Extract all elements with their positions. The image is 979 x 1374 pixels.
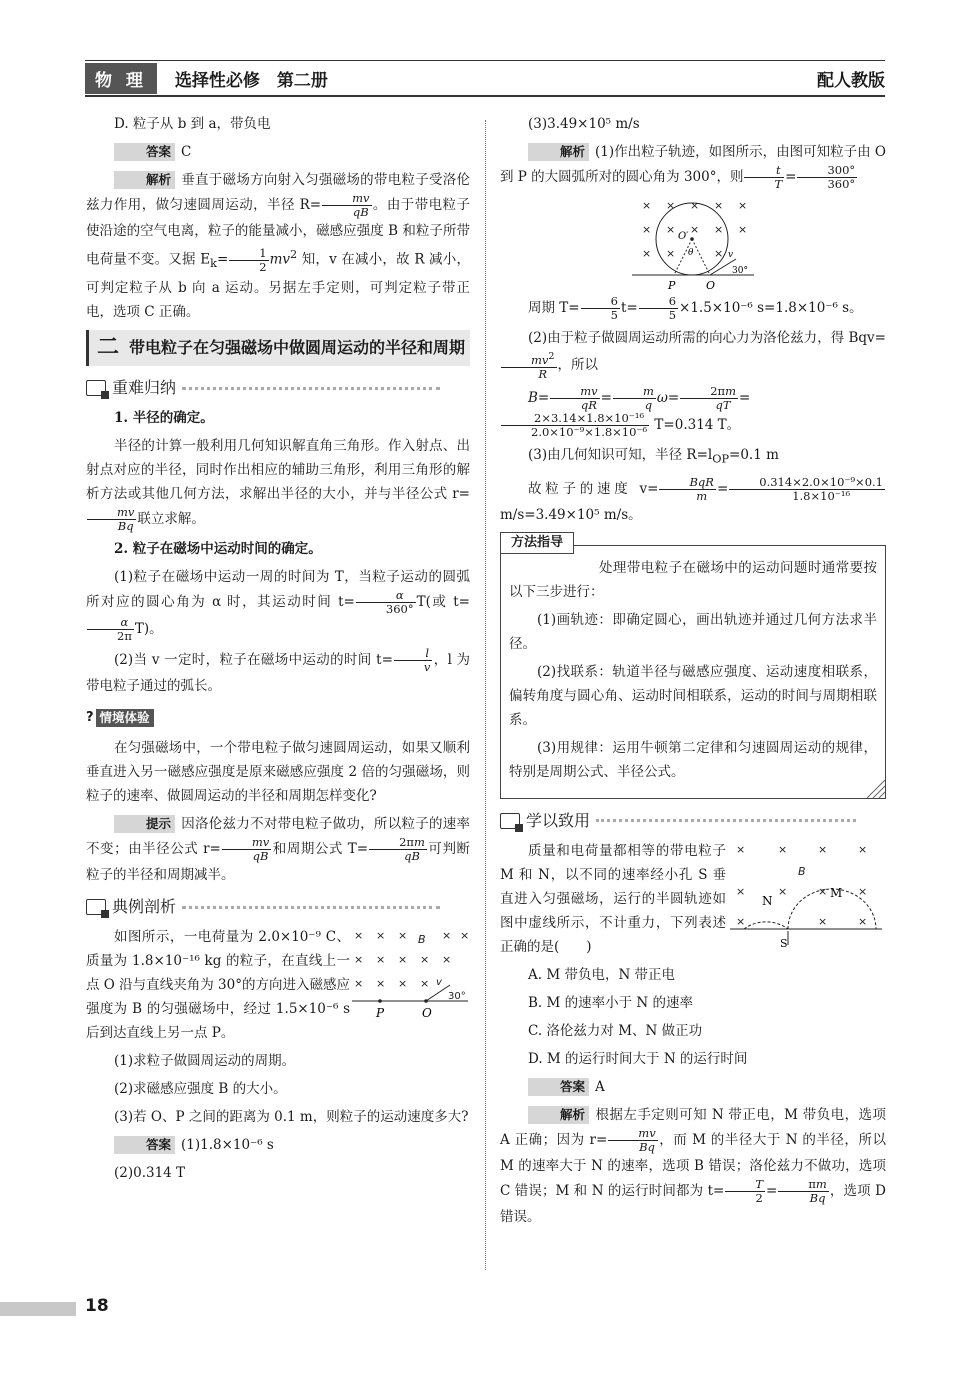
section-title: 带电粒子在匀强磁场中做圆周运动的半径和周期	[129, 338, 466, 358]
example-text: 如图所示，一电荷量为 2.0×10⁻⁹ C、质量为 1.8×10⁻¹⁶ kg 的粒子，在直线上一点 O 沿与直线夹角为 30°的方向进入磁感应强度为 B 的匀强磁场中，经过 1.5×10⁻⁶ s 后到达直线上另一点 P。	[86, 929, 350, 1042]
svg-text:×: ×	[354, 929, 364, 943]
svg-text:×: ×	[666, 223, 676, 236]
question-bulb-icon: ?	[86, 710, 94, 726]
edition-label: 配人教版	[817, 70, 885, 91]
answer-value: C	[181, 144, 192, 160]
subheading-scenario: ? 情境体验	[86, 706, 470, 730]
svg-text:×: ×	[778, 884, 788, 898]
example-answer-2: (2)0.314 T	[114, 1165, 186, 1182]
method-guide-label: 方法指导	[500, 532, 574, 554]
method-guide-box	[500, 534, 886, 799]
solution-2: (2)由于粒子做圆周运动所需的向心力为洛伦兹力，得 Bqv= $\frac{mv^2}{R}$ ，所以	[500, 326, 886, 381]
svg-text:×: ×	[460, 929, 470, 943]
example-figure	[350, 925, 470, 1021]
point-2-body: (1)粒子在磁场中运动一周的时间为 T，当粒子运动的圆弧所对应的圆心角为 α 时，其运动时间 t= $\frac{\alpha}{360^\circ}$ T(或 t= $\frac{\alpha}{2\pi}$ T)。	[86, 569, 470, 644]
subheading-icon	[86, 380, 106, 396]
svg-text:B: B	[798, 864, 806, 878]
option-d: D. 粒子从 b 到 a，带负电	[114, 116, 271, 132]
point-2-sub2: (2)当 v 一定时，粒子在磁场中运动的时间 t= $\frac{l}{v}$ ，l 为带电粒子通过的弧长。	[86, 646, 471, 695]
method-intro: 处理带电粒子在磁场中的运动问题时通常要按以下三步进行：	[509, 559, 877, 600]
svg-text:×: ×	[738, 223, 748, 236]
svg-text:×: ×	[666, 247, 676, 260]
analysis-paragraph: 解析 垂直于磁场方向射入匀强磁场的带电粒子受洛伦兹力作用，做匀速圆周运动，半径 R= $\frac{mv}{qB}$ 。由于带电粒子使沿途的空气电离，粒子的能量减小，磁感应强度 B 和粒子所带电荷量不变。又据 $E_k=$ $\frac{1}{2}$ $mv^2$ 知，v 在减小，故 R 减小，可判定粒子从 b 向 a 运动。另据左手定则，可判定粒子带正电，选项 C 正确。	[86, 172, 470, 321]
svg-text:×: ×	[818, 842, 828, 856]
svg-text:×: ×	[354, 953, 364, 967]
practice-block	[500, 839, 886, 963]
option-d-practice: D. M 的运行时间大于 N 的运行时间	[528, 1050, 748, 1067]
question-3: (3)若 O、P 之间的距离为 0.1 m，则粒子的运动速度多大?	[114, 1109, 469, 1126]
section-heading	[86, 330, 470, 366]
svg-text:×: ×	[376, 929, 386, 943]
page-number: 18	[85, 1296, 109, 1316]
svg-text:×: ×	[778, 842, 788, 856]
svg-text:×: ×	[690, 223, 700, 236]
svg-text:×: ×	[738, 199, 748, 212]
example-block	[86, 925, 470, 1049]
point-1-title: 1. 半径的确定。	[114, 410, 214, 427]
svg-text:×: ×	[818, 884, 828, 898]
svg-text:θ: θ	[688, 248, 694, 258]
example-answer: 答案 (1)1.8×10⁻⁶ s	[86, 1133, 470, 1157]
answer-line	[86, 140, 470, 164]
left-column	[86, 112, 470, 1189]
footer-bar	[0, 1302, 76, 1316]
trajectory-figure	[628, 195, 758, 291]
svg-text:30°: 30°	[732, 266, 748, 276]
svg-text:×: ×	[858, 884, 868, 898]
corner-decoration-icon	[863, 776, 885, 798]
svg-text:×: ×	[376, 977, 386, 991]
svg-text:×: ×	[736, 914, 746, 928]
solution-2-formula: B= $\frac{mv}{qR}$ = $\frac{m}{q}$ ω= $\frac{2\pi m}{qT}$ = $\frac{\text{2×3.14×1.8×10⁻¹⁶}}{\text{2.0×10⁻⁹×1.8×10⁻⁶}}$ T=0.314 T。	[500, 385, 886, 439]
svg-text:×: ×	[376, 953, 386, 967]
point-2-title: 2. 粒子在磁场中运动时间的确定。	[114, 541, 322, 558]
svg-text:×: ×	[642, 199, 652, 212]
svg-text:×: ×	[642, 247, 652, 260]
svg-text:×: ×	[858, 842, 868, 856]
svg-text:×: ×	[398, 977, 408, 991]
section-number: 二	[96, 335, 119, 361]
answer-tag: 答案	[114, 143, 175, 161]
example-answer-3: (3)3.49×10⁵ m/s	[528, 116, 640, 132]
method-step-3: (3)用规律：运用牛顿第二定律和匀速圆周运动的规律，特别是周期公式、半径公式。	[509, 739, 877, 780]
subheading-key-points: 重难归纳	[86, 376, 470, 400]
solution-3: (3)由几何知识可知，半径 $R=l_{OP}=0.1$ m	[528, 446, 779, 466]
book-title: 选择性必修 第二册	[174, 70, 328, 91]
page-header	[85, 60, 885, 97]
practice-problem: 质量和电荷量都相等的带电粒子 M 和 N，以不同的速率经小孔 S 垂直进入匀强磁场，运行的半圆轨迹如图中虚线所示，不计重力，下列表述正确的是( )	[500, 842, 726, 955]
svg-text:S: S	[780, 936, 788, 950]
svg-text:×: ×	[736, 884, 746, 898]
method-step-2: (2)找联系：轨道半径与磁感应强度、运动速度相联系，偏转角度与圆心角、运动时间相联系，运动的时间与周期相联系。	[509, 663, 877, 728]
svg-text:×: ×	[714, 247, 724, 260]
svg-text:×: ×	[642, 223, 652, 236]
svg-text:P: P	[668, 279, 676, 291]
right-column	[500, 112, 886, 1233]
subheading-icon	[86, 899, 106, 915]
solution-3-velocity: 故粒子的速度 v= $\frac{\text{BqR}}{m}$ = $\frac{\text{0.314×2.0×10⁻⁹×0.1}}{\text{1.8×10⁻¹⁶}}$ m/s=3.49×10⁵ m/s。	[500, 474, 883, 523]
period-line: 周期 T= $\frac{6}{5}$ t= $\frac{6}{5}$ ×1.5×10⁻⁶ s=1.8×10⁻⁶ s。	[528, 294, 863, 322]
svg-text:×: ×	[354, 977, 364, 991]
svg-text:O: O	[422, 1006, 432, 1021]
svg-text:×: ×	[736, 842, 746, 856]
formula-r-mv-qb: $\frac{mv}{qB}$	[322, 192, 371, 219]
svg-text:×: ×	[420, 977, 430, 991]
hint-paragraph: 提示 因洛伦兹力不对带电粒子做功，所以粒子的速率不变；由半径公式 r= $\frac{mv}{qB}$ 和周期公式 T= $\frac{2\pi m}{qB}$ 可判断粒子的半径和周期减半。	[86, 816, 470, 884]
svg-text:v: v	[728, 250, 734, 260]
option-c: C. 洛伦兹力对 M、N 做正功	[528, 1022, 703, 1039]
question-1: (1)求粒子做圆周运动的周期。	[114, 1053, 296, 1070]
svg-text:×: ×	[398, 929, 408, 943]
analysis-tag: 解析	[114, 171, 175, 189]
trajectory-figure-wrap	[500, 195, 886, 291]
svg-text:O′: O′	[678, 231, 689, 242]
option-a: A. M 带负电，N 带正电	[528, 966, 676, 983]
svg-text:O: O	[706, 279, 716, 291]
practice-analysis: 解析 根据左手定则可知 N 带正电，M 带负电，选项 A 正确；因为 r= $\frac{mv}{Bq}$ ，而 M 的半径大于 N 的半径，所以 M 的速率大于 N 的速率，选项 B 错误；洛伦兹力不做功，选项 C 错误；M 和 N 的运行时间都为 t= $\frac{T}{2}$ = $\frac{\pi m}{Bq}$ ，选项 D 错误。	[500, 1106, 886, 1225]
scenario-text: 在匀强磁场中，一个带电粒子做匀速圆周运动，如果又顺利垂直进入另一磁感应强度是原来磁感应强度 2 倍的匀强磁场，则粒子的速率、做圆周运动的半径和周期怎样变化?	[86, 740, 470, 805]
practice-answer: 答案 A	[500, 1075, 886, 1099]
subheading-icon	[500, 813, 520, 829]
svg-text:×: ×	[690, 199, 700, 212]
question-2: (2)求磁感应强度 B 的大小。	[114, 1081, 287, 1098]
svg-text:30°: 30°	[448, 991, 466, 1003]
practice-figure	[726, 839, 886, 951]
solution-1: 解析 (1)作出粒子轨迹，如图所示，由图可知粒子由 O 到 P 的大圆弧所对的圆心角为 300°，则 $\frac{t}{T}$ = $\frac{300^\circ}{360^\circ}$	[500, 144, 886, 191]
hint-tag: 提示	[114, 815, 175, 833]
svg-text:B: B	[418, 933, 426, 947]
svg-text:×: ×	[666, 199, 676, 212]
option-b: B. M 的速率小于 N 的速率	[528, 994, 694, 1011]
svg-text:N: N	[762, 893, 773, 908]
svg-text:v: v	[436, 977, 442, 989]
svg-text:P: P	[376, 1006, 385, 1021]
svg-text:×: ×	[398, 953, 408, 967]
svg-text:×: ×	[714, 199, 724, 212]
svg-text:M: M	[830, 885, 843, 900]
svg-text:×: ×	[442, 953, 452, 967]
point-1-body: 半径的计算一般利用几何知识解直角三角形。作入射点、出射点对应的半径，同时作出相应的辅助三角形，利用三角形的解析方法或其他几何方法，求解出半径的大小，并与半径公式 r= $\frac{mv}{Bq}$ 联立求解。	[86, 438, 470, 534]
subheading-practice: 学以致用	[500, 809, 886, 833]
subheading-example: 典例剖析	[86, 895, 470, 919]
svg-text:×: ×	[714, 223, 724, 236]
column-divider	[485, 120, 486, 1270]
svg-text:×: ×	[858, 914, 868, 928]
svg-text:×: ×	[818, 914, 828, 928]
subject-label: 物 理	[85, 63, 157, 94]
method-step-1: (1)画轨迹：即确定圆心，画出轨迹并通过几何方法求半径。	[509, 611, 877, 652]
svg-text:×: ×	[442, 929, 452, 943]
svg-text:×: ×	[420, 953, 430, 967]
